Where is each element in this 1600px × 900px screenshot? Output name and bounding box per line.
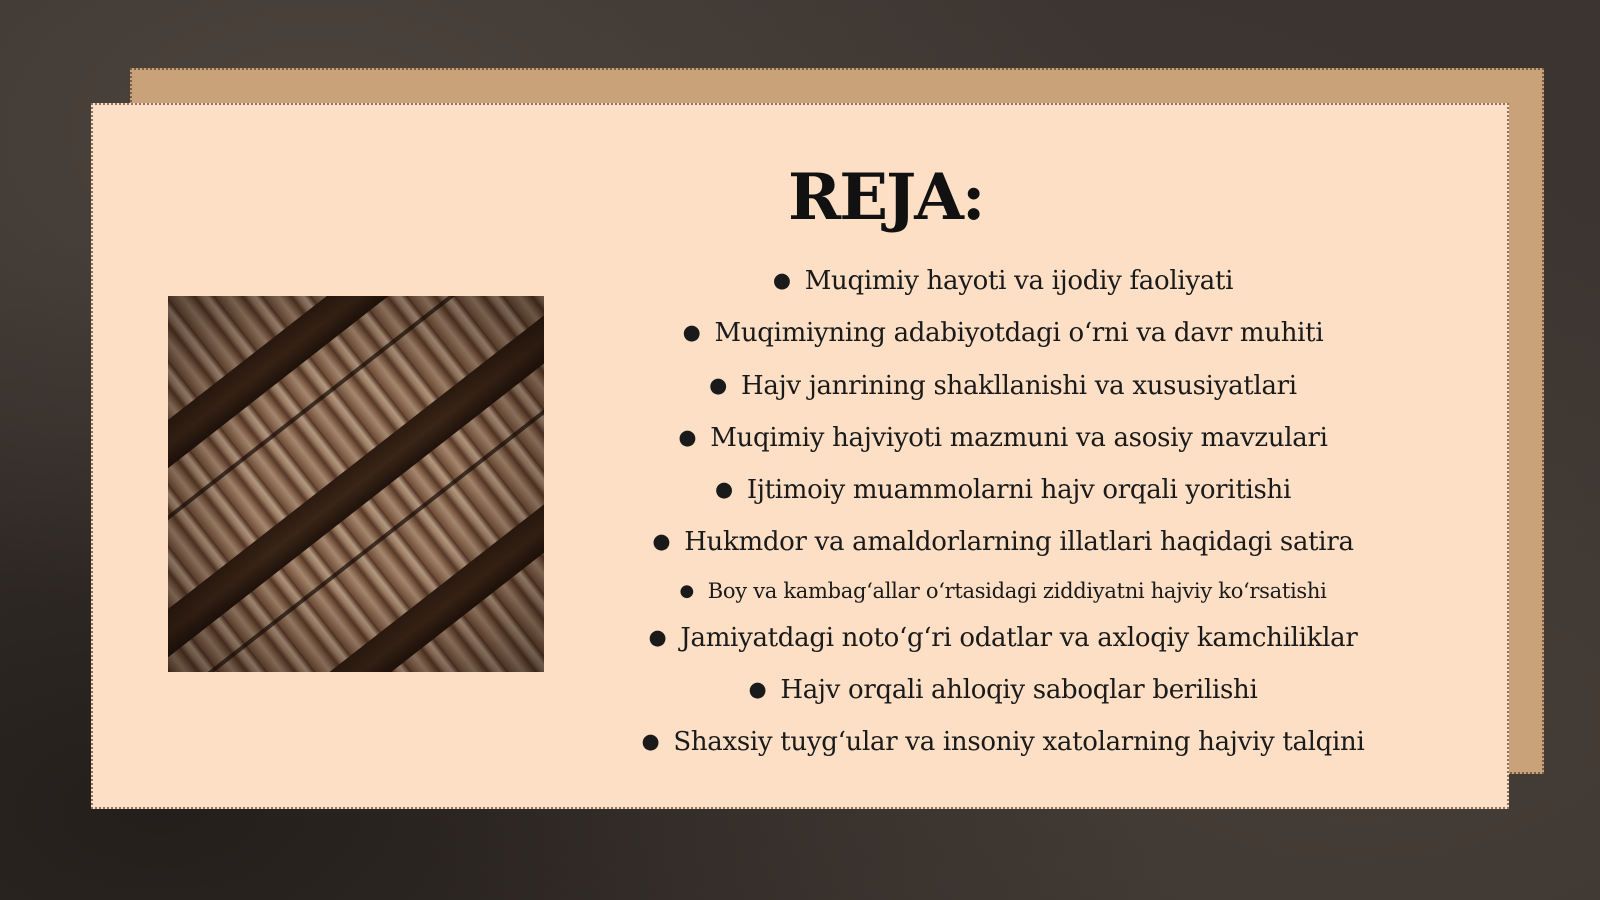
list-item [613,255,1393,307]
list-item [613,516,1393,568]
list-item-text: Boy va kambag‘allar o‘rtasidagi ziddiyatni hajviy ko‘rsatishi [707,578,1327,603]
bullet-icon: ● [652,529,671,554]
bullet-icon: ● [678,424,697,449]
list-item-text: Hajv orqali ahloqiy saboqlar berilishi [780,675,1258,706]
list-item [613,569,1393,612]
list-item [613,412,1393,464]
photo-vignette [168,296,544,672]
list-item [613,360,1393,412]
bookshelf-photo [168,296,544,672]
bullet-icon: ● [648,624,667,649]
bullet-icon: ● [709,372,728,397]
bullet-icon: ● [714,477,733,502]
list-item [613,716,1393,768]
list-item-text: Hukmdor va amaldorlarning illatlari haqidagi satira [684,527,1354,558]
bullet-icon: ● [772,268,791,292]
list-item [613,464,1393,516]
list-item-text: Muqimiyning adabiyotdagi o‘rni va davr muhiti [714,318,1324,349]
list-item [613,664,1393,716]
list-item-text: Ijtimoiy muammolarni hajv orqali yoritishi [746,475,1291,506]
list-item-text: Muqimiy hajviyoti mazmuni va asosiy mavzulari [710,422,1328,453]
list-item-text: Shaxsiy tuyg‘ular va insoniy xatolarning hajviy talqini [673,727,1365,758]
list-item [613,307,1393,359]
list-item-text: Hajv janrining shakllanishi va xususiyatlari [741,370,1297,401]
bullet-icon: ● [748,677,767,702]
bullet-icon: ● [682,320,701,345]
bullet-icon: ● [679,579,694,600]
list-item [613,612,1393,664]
list-item-text: Muqimiy hayoti va ijodiy faoliyati [804,266,1234,296]
slide-card [91,103,1509,809]
list-item-text: Jamiyatdagi noto‘g‘ri odatlar va axloqiy kamchiliklar [680,622,1358,653]
slide-title: REJA: [788,160,984,235]
plan-list [613,255,1393,769]
bullet-icon: ● [641,729,660,754]
